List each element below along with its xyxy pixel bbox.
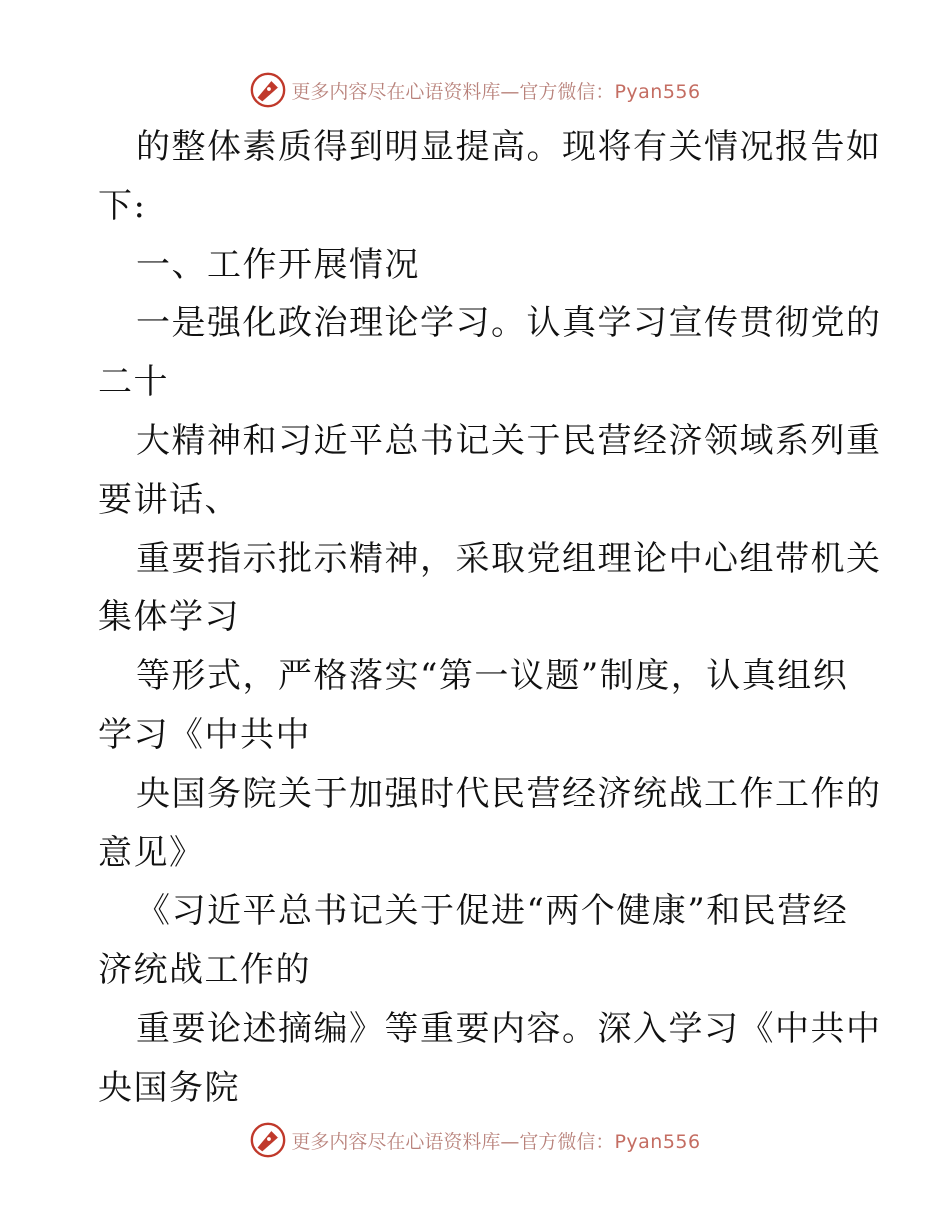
text-line: 央国务院关于加强时代民营经济统战工作工作的 — [136, 773, 882, 814]
footer-watermark — [0, 1120, 950, 1160]
header-watermark — [0, 70, 950, 110]
text-line: 一、工作开展情况 — [136, 244, 420, 285]
document-body — [98, 118, 882, 1118]
watermark-text: 更多内容尽在心语资料库—官方微信：Pyan556 — [291, 80, 701, 103]
watermark-text: 更多内容尽在心语资料库—官方微信：Pyan556 — [291, 1130, 701, 1153]
pen-nib-logo-icon — [249, 1121, 287, 1159]
text-line: 重要指示批示精神，采取党组理论中心组带机关 — [136, 538, 882, 579]
text-line: 大精神和习近平总书记关于民营经济领域系列重 — [136, 420, 882, 461]
pen-nib-logo-icon — [249, 71, 287, 109]
text-line: 重要论述摘编》等重要内容。深入学习《中共中 — [136, 1008, 882, 1049]
text-line: 意见》 — [98, 832, 205, 873]
text-line: 一是强化政治理论学习。认真学习宣传贯彻党的 — [136, 303, 882, 344]
text-line: 学习《中共中 — [98, 714, 311, 755]
text-line: 二十 — [98, 362, 169, 403]
text-line: 央国务院 — [98, 1067, 240, 1108]
text-line: 要讲话、 — [98, 479, 240, 520]
text-line: 的整体素质得到明显提高。现将有关情况报告如 — [136, 127, 882, 167]
text-line: 集体学习 — [98, 597, 240, 638]
text-line: 下: — [98, 185, 147, 226]
text-line: 济统战工作的 — [98, 950, 311, 991]
text-line: 等形式，严格落实“第一议题”制度，认真组织 — [136, 656, 849, 697]
text-line: 《习近平总书记关于促进“两个健康”和民营经 — [136, 891, 849, 932]
